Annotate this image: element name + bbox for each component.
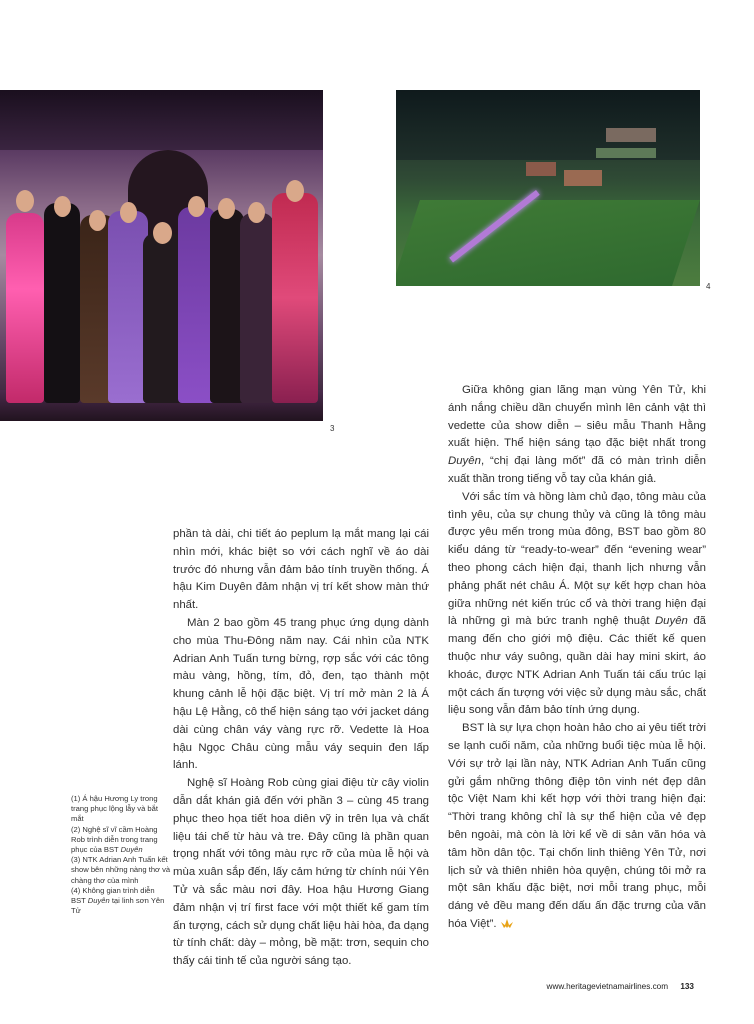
- paragraph: Màn 2 bao gồm 45 trang phục ứng dụng dành cho mùa Thu-Đông năm nay. Cái nhìn của NTK Adrian Anh Tuấn tưng bừng, rợp sắc với các tông màu vàng, hồng, tím, đỏ, đen, tạo thành một khung cảnh lễ hội đặc biệt. Vị trí mở màn 2 là Á hậu Lệ Hằng, cô thể hiện sáng tạo với jacket dáng dài cùng chân váy vàng rực rỡ. Vedette là Hoa hậu Ngọc Châu cùng mẫu váy sequin đen lấp lánh.: [173, 616, 429, 772]
- photo-lawn: [396, 200, 700, 286]
- paragraph-text: Giữa không gian lãng mạn vùng Yên Tử, khi ánh nắng chiều dần chuyển mình lên cảnh vật thì vedette của show diễn – siêu mẫu Thanh Hằng xuất hiện. Thể hiện sáng tạo đặc biệt nhất trong: [448, 384, 706, 450]
- model-figure: [44, 203, 80, 403]
- collection-name: Duyên: [654, 615, 688, 628]
- model-head: [286, 180, 304, 202]
- caption-1: (1) Á hậu Hương Ly trong trang phục lộng lẫy và bắt mắt: [71, 794, 158, 824]
- article-column-right: [448, 382, 706, 934]
- paragraph-text: , “chị đại làng mốt” đã có màn trình diễn xuất thần trong tiếng vỗ tay của khán giả.: [448, 455, 706, 485]
- figure-number-3: 3: [330, 424, 335, 433]
- caption-3: (3) NTK Adrian Anh Tuấn kết show bên những nàng thơ và chàng thơ của mình: [71, 855, 171, 885]
- model-figure: [272, 193, 318, 403]
- article-column-middle: [173, 526, 429, 971]
- collection-name: Duyên: [448, 455, 481, 468]
- model-head: [248, 202, 265, 223]
- model-head: [218, 198, 235, 219]
- paragraph: phần tà dài, chi tiết áo peplum lạ mắt mang lại cái nhìn mới, khác biệt so với cách nghĩ về áo dài trước đó nhưng vẫn đảm bảo tính truyền thống. Á hậu Kim Duyên đảm nhận vị trí kết show màn thứ nhất.: [173, 528, 429, 612]
- model-head: [16, 190, 34, 212]
- caption-text: (4) Không gian trình diễn BST: [71, 885, 155, 906]
- caption-text: tại linh sơn Yên Tử: [71, 896, 165, 916]
- lotus-end-icon: [500, 919, 514, 928]
- collection-name: Duyên: [87, 896, 110, 906]
- photo-group-models: [0, 90, 323, 421]
- collection-name: Duyên: [120, 845, 143, 855]
- paragraph-text: Với sắc tím và hồng làm chủ đạo, tông màu của tình yêu, của sự chung thủy và cũng là tông màu được yêu mến trong mùa đông, BST bao gồm 80 kiểu dáng từ “ready-to-wear” đến “evening wear” theo phong cách hiện đại, thanh lịch nhưng vẫn phảng phất nét châu Á. Một sự kết hợp chan hòa giữa những nét kiến trúc cổ và thời trang hiện đại là những gì mà bức tranh nghệ thuật: [448, 490, 706, 628]
- paragraph: [448, 382, 706, 489]
- photo-aerial-venue: [396, 90, 700, 286]
- model-head: [120, 202, 137, 223]
- model-figure: [108, 211, 148, 403]
- figure-number-4: 4: [706, 282, 711, 291]
- model-head: [89, 210, 106, 231]
- paragraph: [448, 720, 706, 934]
- photo-building: [564, 170, 602, 186]
- photo-wall: [0, 90, 323, 150]
- model-figure: [240, 213, 274, 403]
- model-head: [188, 196, 205, 217]
- photo-terrace: [596, 148, 656, 158]
- paragraph: Nghệ sĩ Hoàng Rob cùng giai điệu từ cây violin dẫn dắt khán giả đến với phần 3 – cùng 45 trang phục theo họa tiết hoa diên vỹ in trên lụa và chất liệu tái chế từ hàu và tre. Đây cũng là phần quan trọng nhất với tông màu rực rỡ của mùa lễ hội và mùa xuân sắp đến, lấy cảm hứng từ chính núi Yên Tử và sắc màu nơi đây. Hoa hậu Hương Giang đảm nhận vị trí first face với một thiết kế gam tím ấn tượng, cách sử dụng chất liệu hài hòa, đa dạng từ tính chất: dày – mỏng, bề mặt: trơn, sequin cho thấy cái tinh tế của người sáng tạo.: [173, 777, 429, 968]
- paragraph: [448, 489, 706, 720]
- caption-text: (2) Nghệ sĩ vĩ cầm Hoàng Rob trình diễn trong trang phục của BST: [71, 824, 158, 855]
- caption-4: [71, 886, 171, 917]
- caption-2: [71, 825, 171, 856]
- model-figure: [6, 213, 44, 403]
- model-figure: [210, 209, 244, 403]
- website-url: www.heritagevietnamairlines.com: [546, 982, 669, 991]
- paragraph-text: BST là sự lựa chọn hoàn hảo cho ai yêu tiết trời se lạnh cuối năm, của những buổi tiệc mùa lễ hội. Với sự trở lại lần này, NTK Adrian Anh Tuấn cũng gửi gắm những thông điệp tôn vinh nét đẹp dân tộc Việt Nam khi kết hợp với thời trang hiện đại: “Thời trang không chỉ là sự thể hiện của vẻ đẹp bên ngoài, mà còn là lời kể về di sản văn hóa và tâm hồn dân tộc. Tại chốn linh thiêng Yên Tử, nơi lịch sử và thiên nhiên hòa quyện, chúng tôi mở ra một sân khấu đặc biệt, nơi mỗi trang phục, mỗi dáng vẻ đều mang đến dấu ấn đặc trưng của văn hóa Việt”.: [448, 722, 706, 930]
- photo-captions: [71, 794, 171, 916]
- model-head: [153, 222, 172, 244]
- photo-temple: [606, 128, 656, 142]
- model-head: [54, 196, 71, 217]
- photo-building: [526, 162, 556, 176]
- paragraph-text: đã mang đến cho giới mộ điệu. Các thiết kế quen thuộc như váy suông, quần dài hay mini skirt, áo khoác, được NTK Adrian Anh Tuấn tái cấu trúc lại một cách ấn tượng với việc sử dụng màu sắc, chất liệu song vẫn đảm bảo tính ứng dụng.: [448, 615, 706, 717]
- page-number: 133: [680, 982, 694, 991]
- model-figure: [143, 233, 183, 403]
- page-footer: [547, 982, 694, 991]
